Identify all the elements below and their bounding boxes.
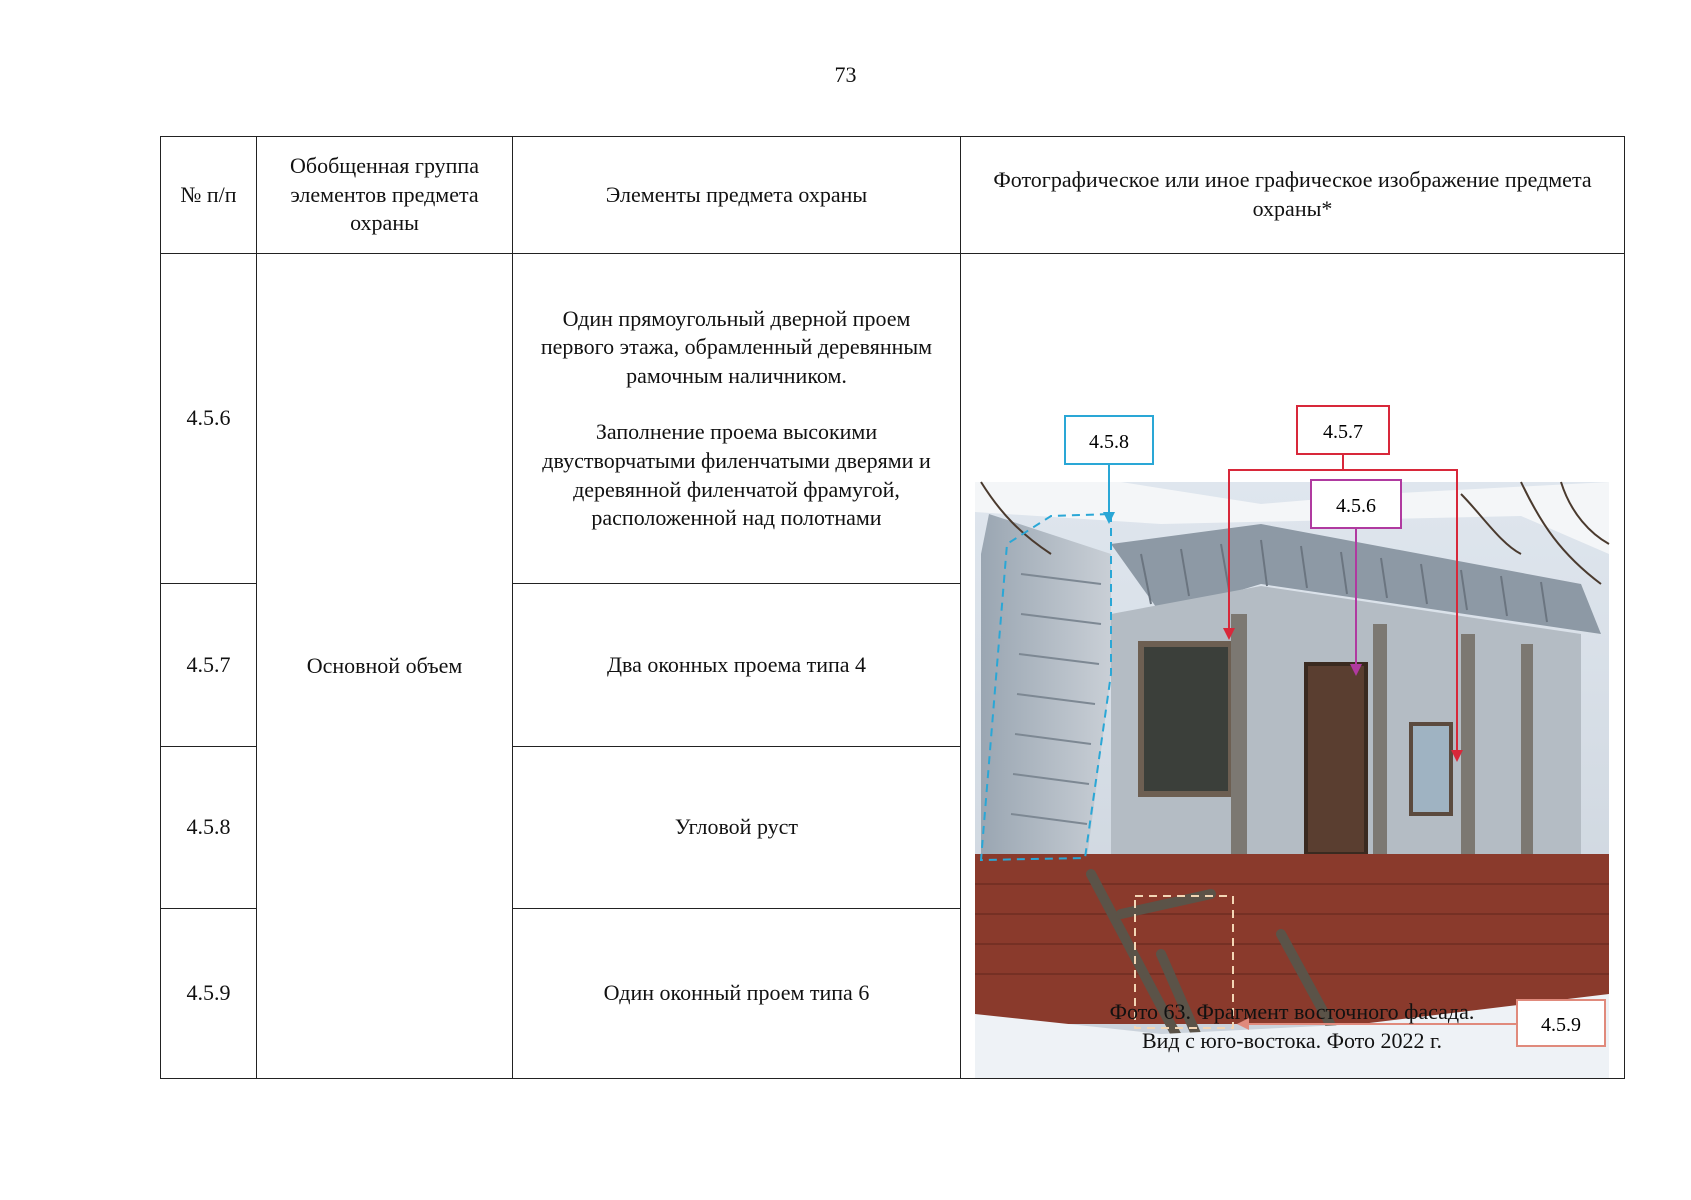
row-elements: Один оконный проем типа 6 <box>513 908 961 1078</box>
photo-wrap <box>961 254 1623 1078</box>
page-number: 73 <box>834 62 857 87</box>
header-image: Фотографическое или иное графическое изображение предмета охраны* <box>961 137 1625 254</box>
element-text: Заполнение проема высокими двустворчатыми филенчатыми дверями и деревянной филенчатой фрамугой, расположенной над полотнами <box>542 419 931 531</box>
facade-photo <box>975 482 1609 1078</box>
row-elements <box>513 254 961 584</box>
table-row <box>161 254 1625 584</box>
group-cell: Основной объем <box>257 254 513 1079</box>
row-elements: Угловой руст <box>513 746 961 908</box>
label-4-5-7: 4.5.7 <box>1323 421 1363 443</box>
header-group: Обобщенная группа элементов предмета охраны <box>257 137 513 254</box>
row-num: 4.5.9 <box>161 908 257 1078</box>
photo-cell <box>961 254 1625 1079</box>
row-elements: Два оконных проема типа 4 <box>513 584 961 746</box>
protection-table <box>160 136 1625 1079</box>
caption-line-1: Фото 63. Фрагмент восточного фасада. <box>1109 999 1475 1024</box>
table-header-row <box>161 137 1625 254</box>
row-num: 4.5.8 <box>161 746 257 908</box>
header-num: № п/п <box>161 137 257 254</box>
header-elements: Элементы предмета охраны <box>513 137 961 254</box>
label-4-5-9: 4.5.9 <box>1541 1014 1581 1036</box>
label-4-5-6: 4.5.6 <box>1336 495 1376 517</box>
label-4-5-8: 4.5.8 <box>1089 431 1129 453</box>
caption-line-2: Вид с юго-востока. Фото 2022 г. <box>1141 1027 1443 1053</box>
row-num: 4.5.6 <box>161 254 257 584</box>
photo-caption <box>961 998 1623 1055</box>
annotated-photo <box>961 254 1623 1078</box>
row-num: 4.5.7 <box>161 584 257 746</box>
element-text: Один прямоугольный дверной проем первого этажа, обрамленный деревянным рамочным наличником. <box>540 305 933 388</box>
